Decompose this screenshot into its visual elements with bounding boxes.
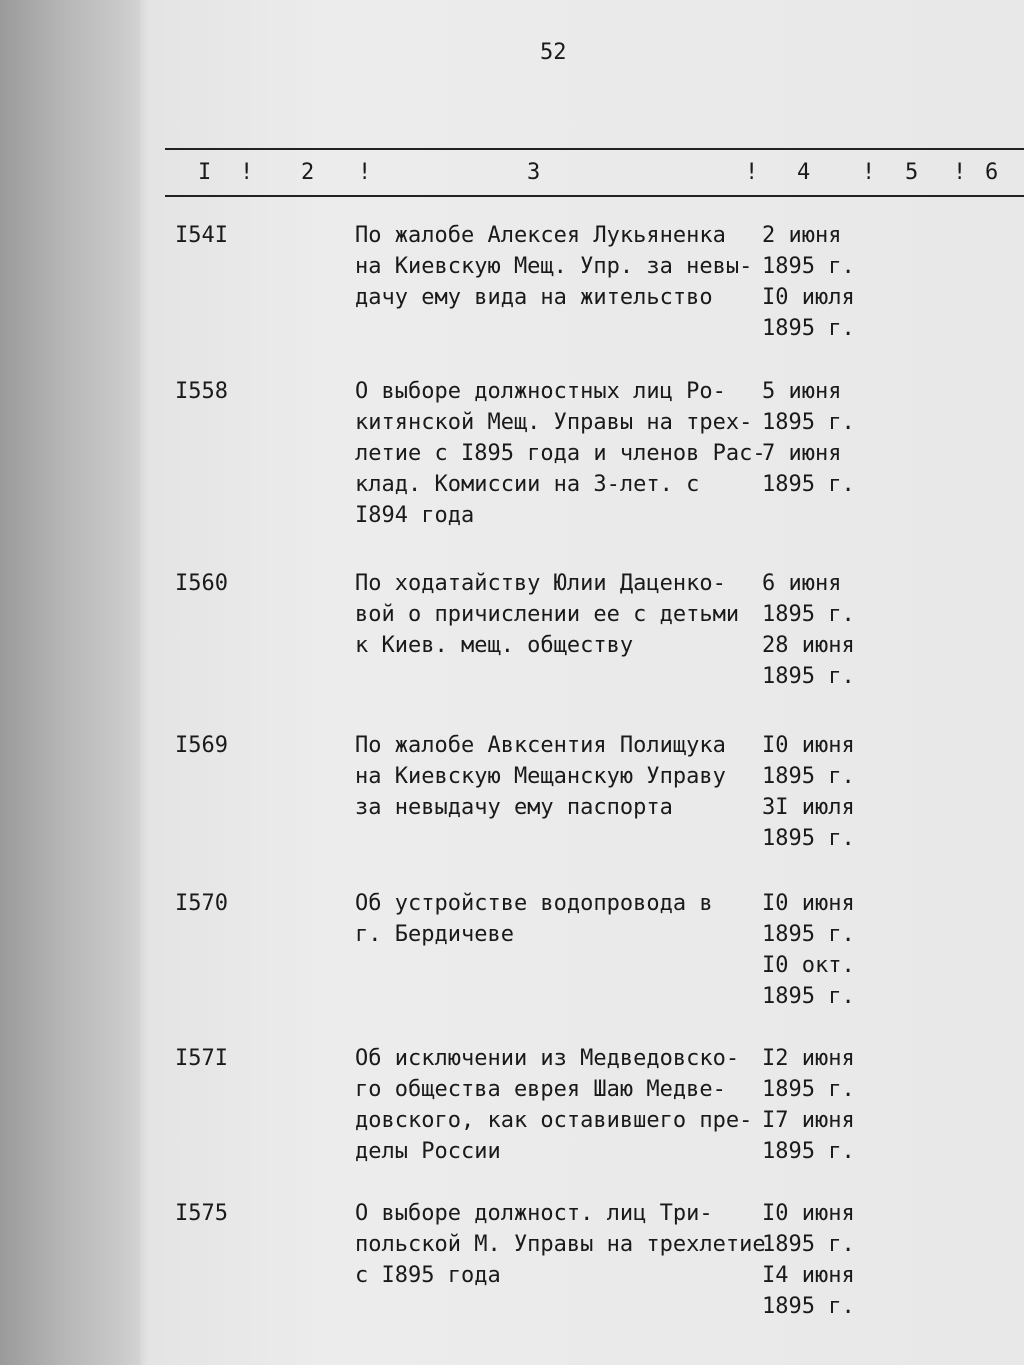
entry-dates: 6 июня 1895 г. 28 июня 1895 г. — [762, 571, 855, 689]
entry-number: I54I — [175, 223, 228, 248]
entry-dates: I0 июня 1895 г. I0 окт. 1895 г. — [762, 891, 855, 1009]
header-separator: ! — [240, 160, 254, 185]
entry-number: I560 — [175, 571, 228, 596]
entry-number: I558 — [175, 379, 228, 404]
header-col-6: 6 — [985, 160, 999, 185]
entry-dates: I0 июня 1895 г. 3I июля 1895 г. — [762, 733, 855, 851]
entry-description: О выборе должност. лиц Три- польской М. Управы на трехлетие с I895 года — [355, 1201, 766, 1288]
entry-description: По ходатайству Юлии Даценко- вой о причислении ее с детьми к Киев. мещ. обществу — [355, 571, 740, 658]
header-col-4: 4 — [797, 160, 811, 185]
header-separator: ! — [862, 160, 876, 185]
header-bottom-rule — [165, 195, 1024, 197]
adjacent-page-strip — [0, 0, 150, 1365]
header-separator: ! — [953, 160, 967, 185]
header-separator: ! — [358, 160, 372, 185]
page-number: 52 — [540, 40, 567, 65]
entry-number: I575 — [175, 1201, 228, 1226]
header-col-3: 3 — [527, 160, 541, 185]
entry-description: О выборе должностных лиц Ро- китянской Мещ. Управы на трех- летие с I895 года и членов Рас- клад. Комиссии на 3-лет. с I894 года — [355, 379, 766, 528]
header-col-1: I — [198, 160, 212, 185]
entry-description: Об устройстве водопровода в г. Бердичеве — [355, 891, 713, 947]
header-top-rule — [165, 148, 1024, 150]
entry-dates: 2 июня 1895 г. I0 июля 1895 г. — [762, 223, 855, 341]
entry-description: Об исключении из Медведовско- го общества еврея Шаю Медве- довского, как оставившего пре- делы России — [355, 1046, 753, 1164]
entry-description: По жалобе Алексея Лукьяненка на Киевскую Мещ. Упр. за невы- дачу ему вида на жительство — [355, 223, 753, 310]
entry-dates: 5 июня 1895 г. 7 июня 1895 г. — [762, 379, 855, 497]
entry-number: I569 — [175, 733, 228, 758]
entry-number: I570 — [175, 891, 228, 916]
binding-gutter — [140, 0, 150, 1365]
entry-description: По жалобе Авксентия Полищука на Киевскую Мещанскую Управу за невыдачу ему паспорта — [355, 733, 726, 820]
header-separator: ! — [745, 160, 759, 185]
entry-dates: I2 июня 1895 г. I7 июня 1895 г. — [762, 1046, 855, 1164]
header-col-5: 5 — [905, 160, 919, 185]
entry-number: I57I — [175, 1046, 228, 1071]
entry-dates: I0 июня 1895 г. I4 июня 1895 г. — [762, 1201, 855, 1319]
header-col-2: 2 — [301, 160, 315, 185]
